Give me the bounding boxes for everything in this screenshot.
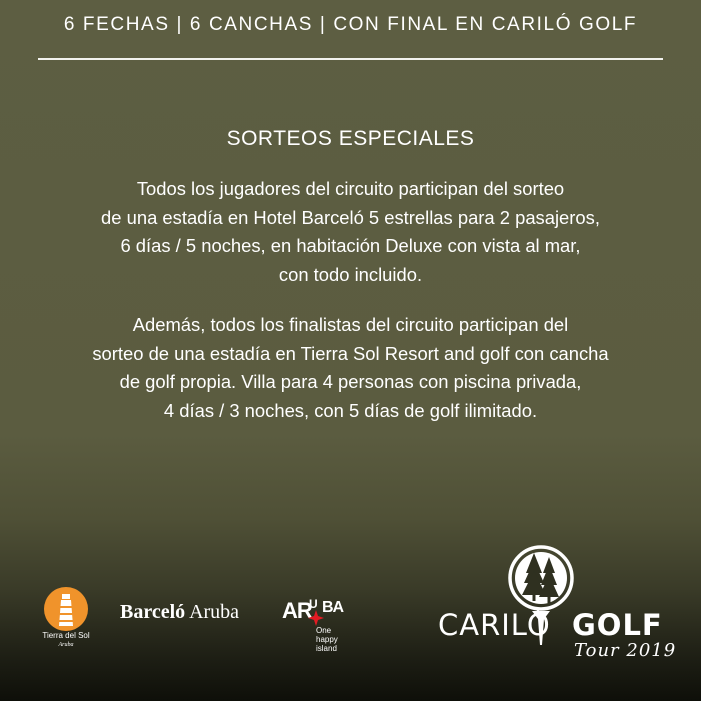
paragraph-raffle-all-players	[0, 175, 701, 289]
paragraph-line: Además, todos los finalistas del circuito participan del	[132, 314, 569, 335]
tour-year: Tour 2019	[574, 640, 677, 661]
top-divider	[38, 58, 663, 60]
barcelo-place: Aruba	[189, 601, 240, 623]
paragraph-line: 4 días / 3 noches, con 5 días de golf ilimitado.	[163, 399, 538, 421]
aruba-tagline	[316, 626, 354, 653]
tierra-del-sol-label: Tierra del Sol	[42, 631, 90, 640]
paragraph-line: 6 días / 5 noches, en habitación Deluxe con vista al mar,	[120, 235, 581, 256]
carilo-word: CARILÓ	[438, 608, 551, 642]
svg-text:AR: AR	[282, 598, 312, 623]
svg-text:U: U	[309, 597, 318, 611]
paragraph-raffle-finalists	[0, 311, 701, 425]
lighthouse-icon	[26, 586, 106, 632]
paragraph-line: Todos los jugadores del circuito participan del sorteo	[136, 178, 565, 199]
carilo-golf-tour-logo	[434, 545, 684, 675]
section-title: SORTEOS ESPECIALES	[226, 127, 475, 150]
golf-word: GOLF	[572, 608, 663, 642]
paragraph-line: sorteo de una estadía en Tierra Sol Resort and golf con cancha	[92, 342, 609, 364]
paragraph-line: de golf propia. Villa para 4 personas con piscina privada,	[119, 371, 582, 392]
tierra-del-sol-logo	[26, 586, 106, 656]
svg-text:BA: BA	[322, 599, 344, 616]
aruba-logo	[282, 596, 354, 652]
paragraph-line: de una estadía en Hotel Barceló 5 estrellas para 2 pasajeros,	[101, 206, 600, 228]
aruba-tagline-1: One happy	[316, 626, 338, 644]
barcelo-brand: Barceló	[120, 601, 186, 623]
paragraph-line: con todo incluido.	[278, 263, 423, 285]
barcelo-aruba-logo	[120, 601, 239, 624]
aruba-tagline-2: island	[316, 644, 337, 653]
top-banner: 6 FECHAS | 6 CANCHAS | CON FINAL EN CARILÓ GOLF	[63, 14, 638, 35]
aruba-wordmark-icon	[282, 596, 354, 626]
tierra-del-sol-sub: Aruba	[58, 642, 74, 648]
